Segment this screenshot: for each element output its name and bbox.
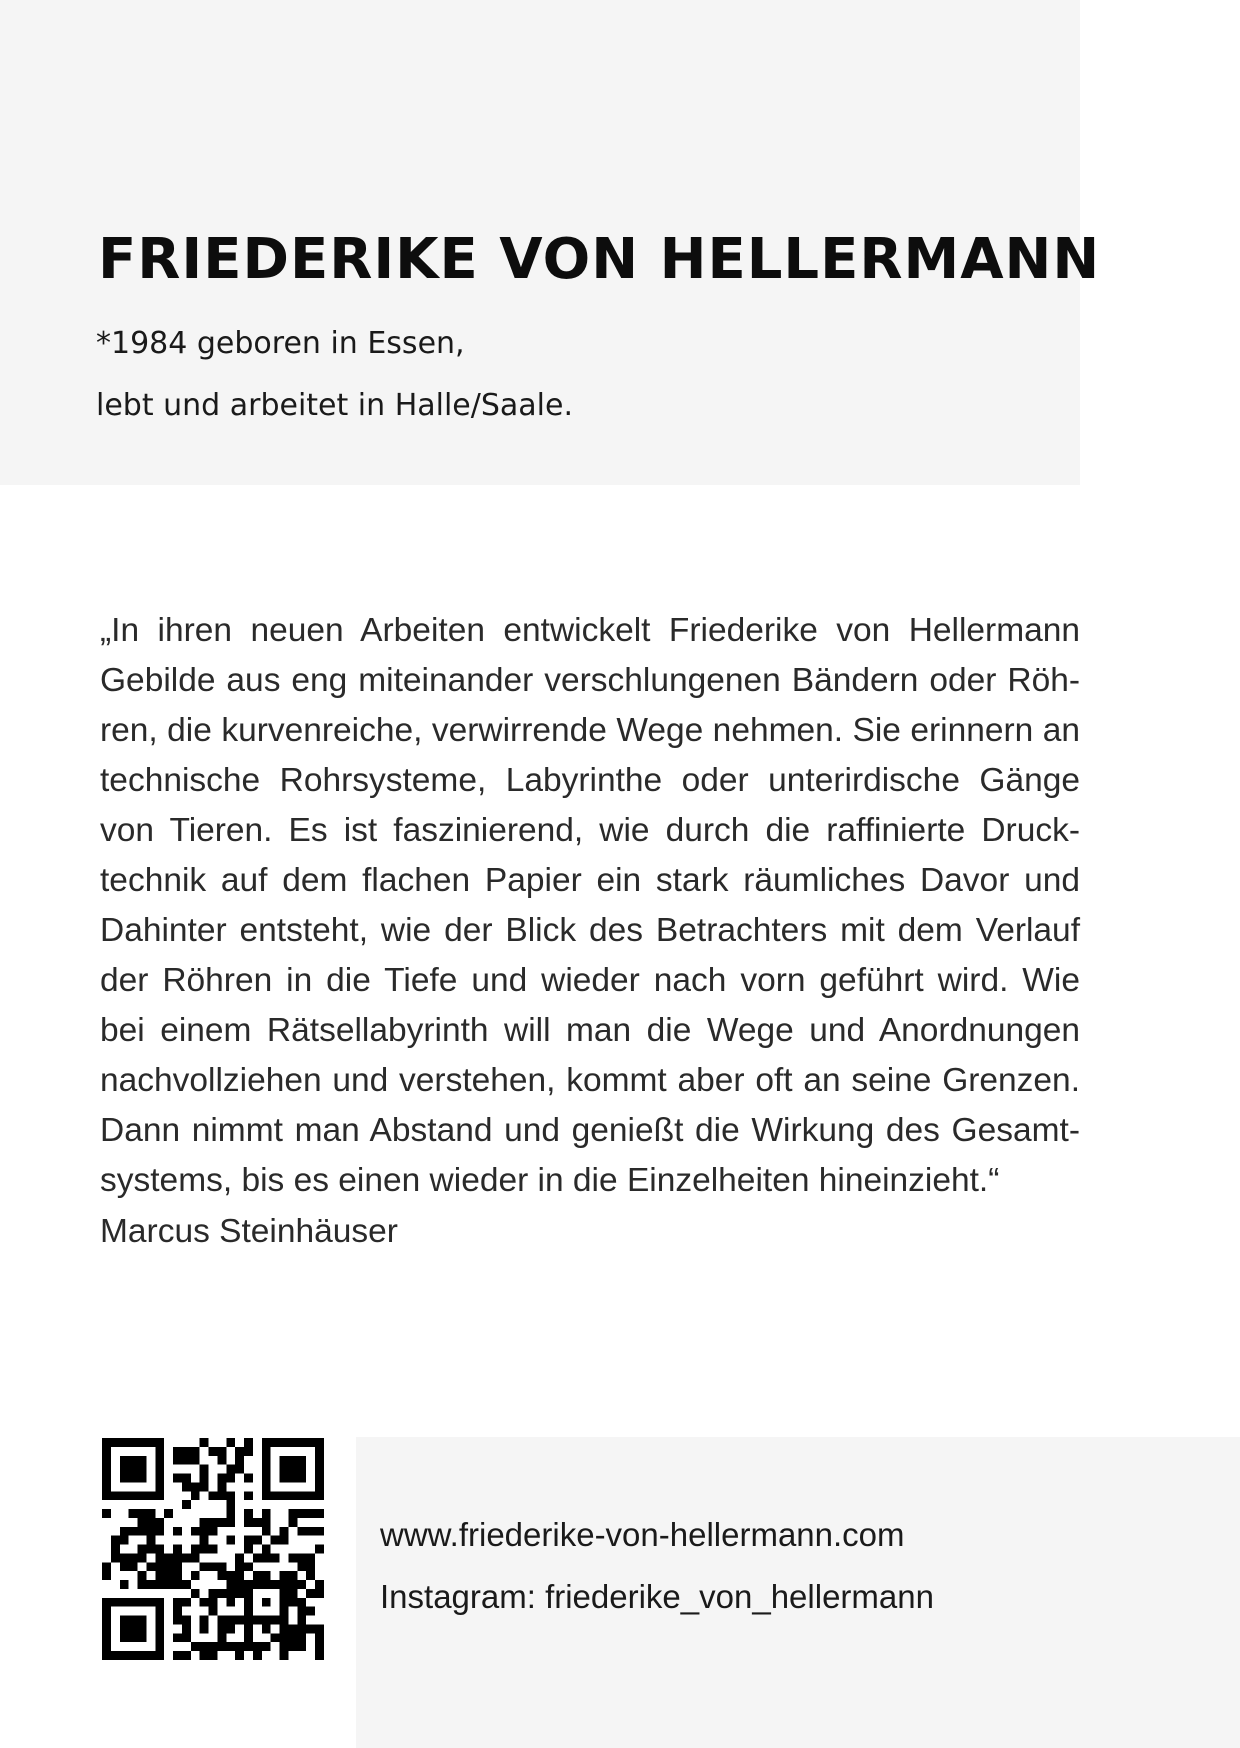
quote-line: Gebilde aus eng miteinander verschlungenen Bändern oder Röh- [100, 662, 1080, 699]
quote-line: ren, die kurvenreiche, verwirrende Wege nehmen. Sie erinnern an [100, 712, 1080, 749]
website-link[interactable]: www.friederike-von-hellermann.com [380, 1516, 905, 1553]
quote-line: technische Rohrsysteme, Labyrinthe oder unterirdische Gänge [100, 762, 1080, 799]
instagram-handle[interactable]: Instagram: friederike_von_hellermann [380, 1578, 934, 1615]
quote-block [100, 606, 1080, 1206]
quote-line: Dann nimmt man Abstand und genießt die Wirkung des Gesamt- [100, 1112, 1080, 1149]
quote-line: Dahinter entsteht, wie der Blick des Betrachters mit dem Verlauf [100, 912, 1080, 949]
quote-line: bei einem Rätsellabyrinth will man die Wege und Anordnungen [100, 1012, 1080, 1049]
quote-line: von Tieren. Es ist faszinierend, wie durch die raffinierte Druck- [100, 812, 1080, 849]
qr-code[interactable] [102, 1438, 324, 1660]
bio-residence: lebt und arbeitet in Halle/Saale. [96, 388, 574, 423]
bio-birth: *1984 geboren in Essen, [96, 326, 465, 361]
quote-line: systems, bis es einen wieder in die Einzelheiten hineinzieht.“ [100, 1162, 1000, 1199]
quote-line: der Röhren in die Tiefe und wieder nach vorn geführt wird. Wie [100, 962, 1080, 999]
quote-line: technik auf dem flachen Papier ein stark räumliches Davor und [100, 862, 1080, 899]
artist-name: FRIEDERIKE VON HELLERMANN [98, 227, 1101, 292]
quote-line: „In ihren neuen Arbeiten entwickelt Friederike von Hellermann [100, 612, 1080, 649]
quote-line: nachvollziehen und verstehen, kommt aber oft an seine Grenzen. [100, 1062, 1080, 1099]
quote-author: Marcus Steinhäuser [100, 1213, 398, 1250]
